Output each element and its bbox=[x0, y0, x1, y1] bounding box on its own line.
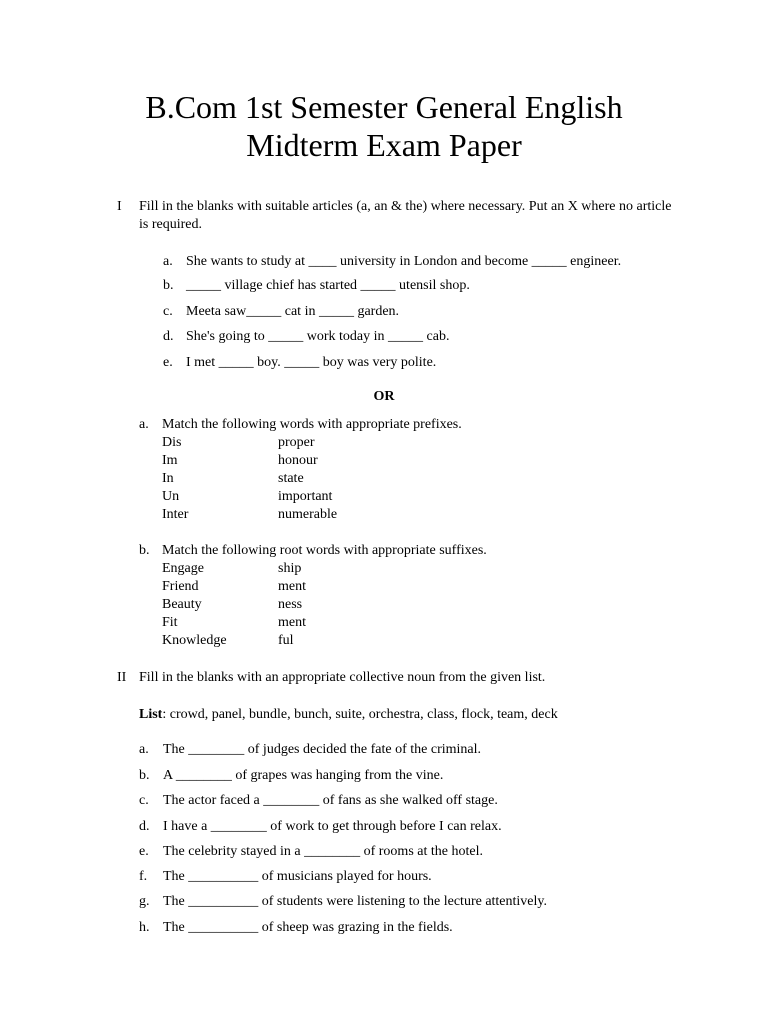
collective-noun-list bbox=[139, 706, 558, 724]
prefix-left: Dis bbox=[162, 435, 182, 450]
item-text: The __________ of sheep was grazing in the fields. bbox=[163, 920, 453, 935]
prefix-right: state bbox=[278, 471, 304, 486]
item-text: The celebrity stayed in a ________ of rooms at the hotel. bbox=[163, 844, 483, 859]
section-2-instruction: Fill in the blanks with an appropriate collective noun from the given list. bbox=[139, 670, 546, 685]
prefix-left: Im bbox=[162, 453, 178, 468]
prefix-left: Inter bbox=[162, 507, 189, 522]
suffix-left: Knowledge bbox=[162, 633, 227, 648]
or-separator: OR bbox=[373, 389, 395, 404]
prefix-right: proper bbox=[278, 435, 315, 450]
list-label: List bbox=[139, 707, 163, 722]
item-letter: a. bbox=[139, 742, 149, 757]
suffix-left: Beauty bbox=[162, 597, 202, 612]
item-letter: e. bbox=[139, 844, 149, 859]
item-letter: c. bbox=[163, 304, 173, 319]
prefix-left: Un bbox=[162, 489, 180, 504]
item-letter: e. bbox=[163, 355, 173, 370]
suffix-left: Engage bbox=[162, 561, 204, 576]
item-text: A ________ of grapes was hanging from the vine. bbox=[163, 768, 444, 783]
item-letter: d. bbox=[163, 329, 174, 344]
item-text: _____ village chief has started _____ utensil shop. bbox=[186, 278, 470, 293]
prefix-instruction: Match the following words with appropriate prefixes. bbox=[162, 417, 462, 432]
suffix-right: ful bbox=[278, 633, 294, 648]
item-letter: g. bbox=[139, 894, 150, 909]
item-letter: f. bbox=[139, 869, 148, 884]
prefix-left: In bbox=[162, 471, 174, 486]
item-letter: c. bbox=[139, 793, 149, 808]
prefix-letter: a. bbox=[139, 417, 149, 432]
item-text: The __________ of students were listening to the lecture attentively. bbox=[163, 894, 547, 909]
item-text: Meeta saw_____ cat in _____ garden. bbox=[186, 304, 400, 319]
suffix-right: ship bbox=[278, 561, 302, 576]
prefix-right: numerable bbox=[278, 507, 338, 522]
page-title bbox=[0, 88, 768, 164]
item-letter: d. bbox=[139, 819, 150, 834]
item-letter: a. bbox=[163, 254, 173, 269]
section-2-number: II bbox=[117, 670, 127, 685]
item-letter: h. bbox=[139, 920, 150, 935]
suffix-letter: b. bbox=[139, 543, 150, 558]
title-line-2: Midterm Exam Paper bbox=[246, 127, 522, 163]
item-letter: b. bbox=[163, 278, 174, 293]
prefix-right: important bbox=[278, 489, 333, 504]
suffix-instruction: Match the following root words with appropriate suffixes. bbox=[162, 543, 487, 558]
suffix-left: Friend bbox=[162, 579, 199, 594]
item-text: She's going to _____ work today in _____ cab. bbox=[186, 329, 450, 344]
item-text: I met _____ boy. _____ boy was very polite. bbox=[186, 355, 437, 370]
list-words: : crowd, panel, bundle, bunch, suite, orchestra, class, flock, team, deck bbox=[162, 707, 558, 722]
section-1-number: I bbox=[117, 199, 122, 214]
section-1-instruction: Fill in the blanks with suitable articles (a, an & the) where necessary. Put an X where no article is required. bbox=[139, 199, 672, 232]
item-letter: b. bbox=[139, 768, 150, 783]
suffix-left: Fit bbox=[162, 615, 178, 630]
suffix-right: ment bbox=[278, 615, 306, 630]
suffix-right: ment bbox=[278, 579, 306, 594]
item-text: She wants to study at ____ university in London and become _____ engineer. bbox=[186, 254, 622, 269]
title-line-1: B.Com 1st Semester General English bbox=[145, 89, 623, 125]
item-text: The __________ of musicians played for hours. bbox=[163, 869, 432, 884]
item-text: I have a ________ of work to get through before I can relax. bbox=[163, 819, 502, 834]
item-text: The ________ of judges decided the fate of the criminal. bbox=[163, 742, 482, 757]
prefix-right: honour bbox=[278, 453, 318, 468]
suffix-right: ness bbox=[278, 597, 303, 612]
item-text: The actor faced a ________ of fans as she walked off stage. bbox=[163, 793, 498, 808]
